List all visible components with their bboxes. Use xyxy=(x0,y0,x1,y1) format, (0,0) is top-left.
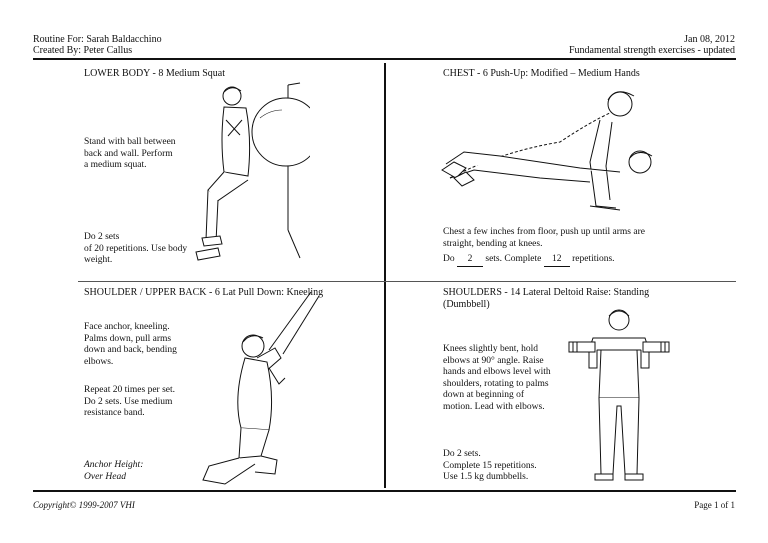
exercise-2-description: Chest a few inches from floor, push up until arms are straight, bending at knees. xyxy=(443,227,645,249)
exercise-3-dosage: Repeat 20 times per set. Do 2 sets. Use medium resistance band. xyxy=(84,385,176,418)
sets-value: 2 xyxy=(457,254,483,267)
pushup-illustration xyxy=(440,82,680,222)
exercise-4-dosage: Do 2 sets. Complete 15 repetitions. Use 1.5 kg dumbbells. xyxy=(443,449,537,482)
squat-illustration xyxy=(190,80,310,270)
header-rule xyxy=(33,58,736,60)
exercise-3-title: SHOULDER / UPPER BACK - 6 Lat Pull Down: Kneeling xyxy=(84,287,324,298)
row-divider xyxy=(78,281,736,282)
header-right xyxy=(569,34,735,56)
lateral-raise-illustration xyxy=(563,306,675,486)
exercise-4-description: Knees slightly bent, hold elbows at 90° angle. Raise hands and elbows level with shoulders, rotating to palms down at beginning of motion. Lead with elbows. xyxy=(443,344,551,412)
column-divider xyxy=(384,63,386,488)
header-left xyxy=(33,34,162,56)
exercise-2-dosage: Do 2 sets. Complete 12 repetitions. xyxy=(443,254,615,267)
exercise-3-anchor-height: Anchor Height: Over Head xyxy=(84,460,144,482)
exercise-1-dosage: Do 2 sets of 20 repetitions. Use body weight. xyxy=(84,232,188,265)
exercise-1-description: Stand with ball between back and wall. Perform a medium squat. xyxy=(84,137,176,170)
footer-rule xyxy=(33,490,736,492)
exercise-4-title: SHOULDERS - 14 Lateral Deltoid Raise: Standing (Dumbbell) xyxy=(443,287,650,310)
created-by: Created By: Peter Callus xyxy=(33,45,133,56)
page-number: Page 1 of 1 xyxy=(694,500,735,510)
program-name: Fundamental strength exercises - updated xyxy=(568,45,735,56)
exercise-1-title: LOWER BODY - 8 Medium Squat xyxy=(84,68,226,79)
copyright: Copyright© 1999-2007 VHI xyxy=(33,500,135,510)
lat-pulldown-illustration xyxy=(195,288,325,488)
exercise-3-description: Face anchor, kneeling. Palms down, pull arms down and back, bending elbows. xyxy=(84,322,177,367)
exercise-2-title: CHEST - 6 Push-Up: Modified – Medium Hands xyxy=(443,68,640,79)
routine-for: Routine For: Sarah Baldacchino xyxy=(33,34,162,45)
reps-value: 12 xyxy=(544,254,570,267)
date: Jan 08, 2012 xyxy=(684,34,735,45)
